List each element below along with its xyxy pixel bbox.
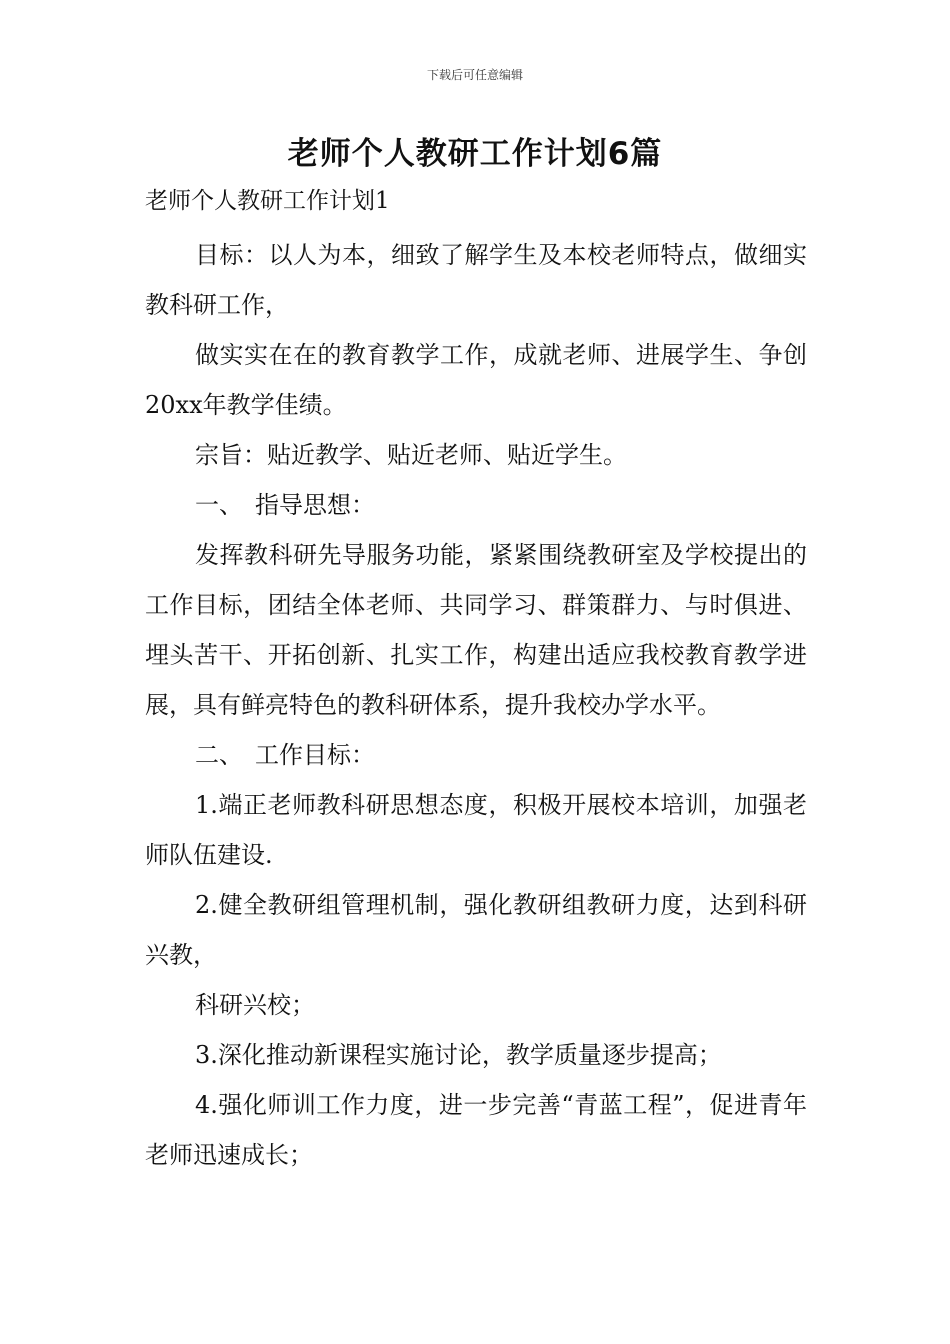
paragraph-practice: 做实实在在的教育教学工作，成就老师、进展学生、争创20xx年教学佳绩。 (145, 341, 807, 419)
paragraph-goal: 目标：以人为本，细致了解学生及本校老师特点，做细实教科研工作， (145, 241, 807, 319)
heading-work-goals: 二、 工作目标： (195, 741, 375, 769)
document-body (145, 180, 807, 1180)
list-item-1: 1.端正老师教科研思想态度，积极开展校本培训，加强老师队伍建设. (145, 791, 807, 869)
list-item-4: 4.强化师训工作力度，进一步完善“青蓝工程”，促进青年老师迅速成长； (145, 1091, 807, 1169)
section-subtitle: 老师个人教研工作计划1 (145, 188, 390, 214)
document-title: 老师个人教研工作计划6篇 (287, 136, 663, 172)
page-header-note: 下载后可任意编辑 (426, 68, 523, 82)
paragraph-guiding-thought: 发挥教科研先导服务功能，紧紧围绕教研室及学校提出的工作目标，团结全体老师、共同学习、群策群力、与时俱进、埋头苦干、开拓创新、扎实工作，构建出适应我校教育教学进展，具有鲜亮特色的教科研体系，提升我校办学水平。 (145, 541, 807, 719)
paragraph-purpose: 宗旨：贴近教学、贴近老师、贴近学生。 (195, 441, 627, 469)
list-item-3: 3.深化推动新课程实施讨论，教学质量逐步提高； (195, 1041, 722, 1069)
list-item-2-continued: 科研兴校； (195, 991, 315, 1019)
list-item-2: 2.健全教研组管理机制，强化教研组教研力度，达到科研兴教， (145, 891, 807, 969)
heading-guiding-thought: 一、 指导思想： (195, 491, 375, 519)
